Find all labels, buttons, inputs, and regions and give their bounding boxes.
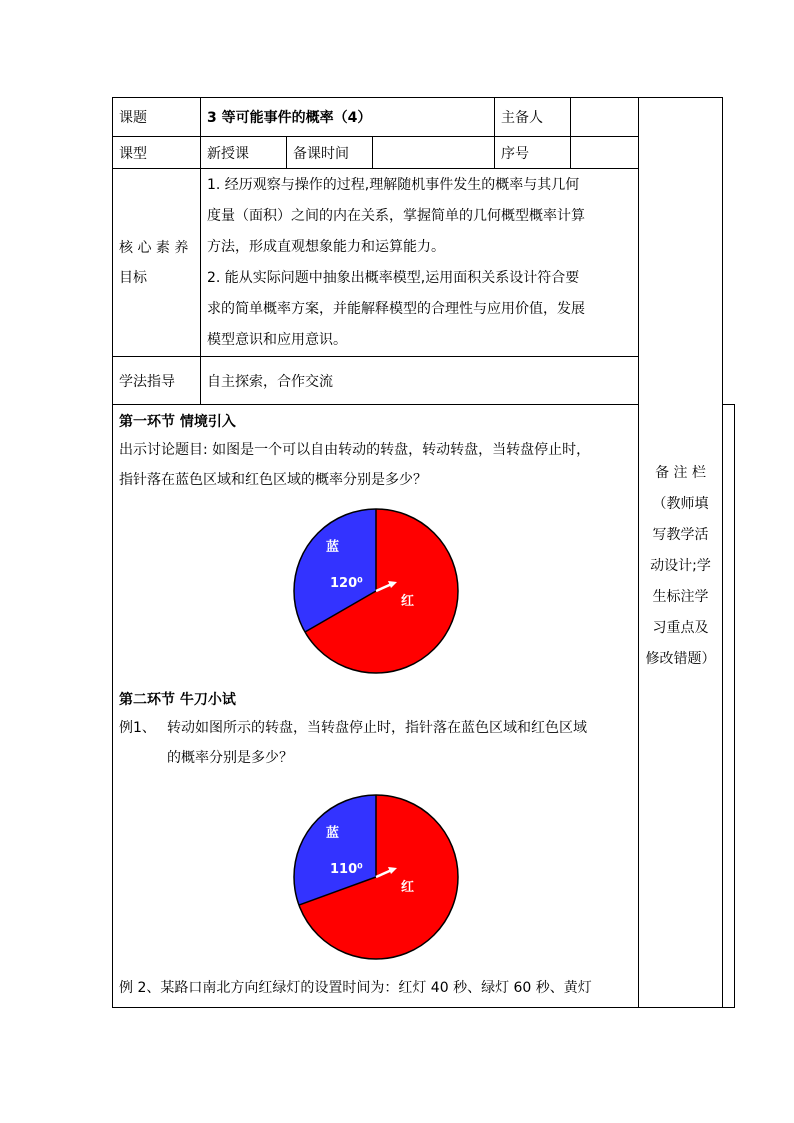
angle-label: 110⁰ [329, 862, 363, 877]
notes-line: 生标注学 [652, 589, 709, 605]
time-value [373, 137, 495, 169]
core-label-line: 核 心 素 养 [119, 239, 189, 256]
notes-line: 修改错题） [645, 651, 716, 667]
topic-label: 课题 [113, 98, 201, 137]
section1-title: 第一环节 情境引入 [119, 414, 236, 430]
notes-empty-cell [723, 405, 735, 1008]
section1-line: 出示讨论题目: 如图是一个可以自由转动的转盘，转动转盘，当转盘停止时， [119, 442, 591, 458]
red-label: 红 [400, 594, 414, 609]
serial-label: 序号 [495, 137, 571, 169]
core-line: 2. 能从实际问题中抽象出概率模型,运用面积关系设计符合要 [207, 269, 580, 286]
topic-value: 3 等可能事件的概率（4） [201, 98, 495, 137]
example2-line: 例 2、某路口南北方向红绿灯的设置时间为：红灯 40 秒、绿灯 60 秒、黄灯 [119, 980, 592, 996]
notes-line: 动设计;学 [650, 558, 711, 574]
time-label: 备课时间 [287, 137, 373, 169]
type-label: 课型 [113, 137, 201, 169]
lesson-plan-table [112, 97, 735, 1008]
core-line: 1. 经历观察与操作的过程,理解随机事件发生的概率与其几何 [207, 176, 580, 193]
notes-line: 写教学活 [652, 527, 709, 543]
example1-line [119, 713, 632, 743]
section1-line: 指针落在蓝色区域和红色区域的概率分别是多少？ [119, 472, 427, 488]
type-value: 新授课 [201, 137, 287, 169]
example1-line: 的概率分别是多少？ [167, 750, 293, 766]
preparer-value [571, 98, 639, 137]
core-line: 方法，形成直观想象能力和运算能力。 [207, 238, 445, 255]
angle-label: 120⁰ [329, 576, 363, 591]
lesson-content [113, 405, 639, 1008]
method-value: 自主探索，合作交流 [201, 357, 639, 405]
example1-label: 例1、 [119, 720, 156, 736]
method-label: 学法指导 [113, 357, 201, 405]
core-line: 度量（面积）之间的内在关系，掌握简单的几何概型概率计算 [207, 207, 585, 224]
blue-label: 蓝 [325, 826, 339, 841]
example1-text: 转动如图所示的转盘，当转盘停止时，指针落在蓝色区域和红色区域 [167, 720, 587, 736]
spinner-pie-120 [286, 501, 466, 681]
core-line: 模型意识和应用意识。 [207, 331, 347, 348]
core-label-line: 目标 [119, 269, 147, 286]
core-goals [201, 169, 639, 357]
spinner-pie-110 [286, 787, 466, 967]
notes-column [639, 98, 723, 1008]
notes-line: 备 注 栏 [655, 465, 706, 481]
section2-title: 第二环节 牛刀小试 [119, 692, 236, 708]
serial-value [571, 137, 639, 169]
red-label: 红 [400, 880, 414, 895]
notes-line: 习重点及 [652, 620, 709, 636]
core-line: 求的简单概率方案，并能解释模型的合理性与应用价值，发展 [207, 300, 585, 317]
preparer-label: 主备人 [495, 98, 571, 137]
blue-label: 蓝 [325, 540, 339, 555]
core-label [113, 169, 201, 357]
notes-line: （教师填 [652, 496, 709, 512]
